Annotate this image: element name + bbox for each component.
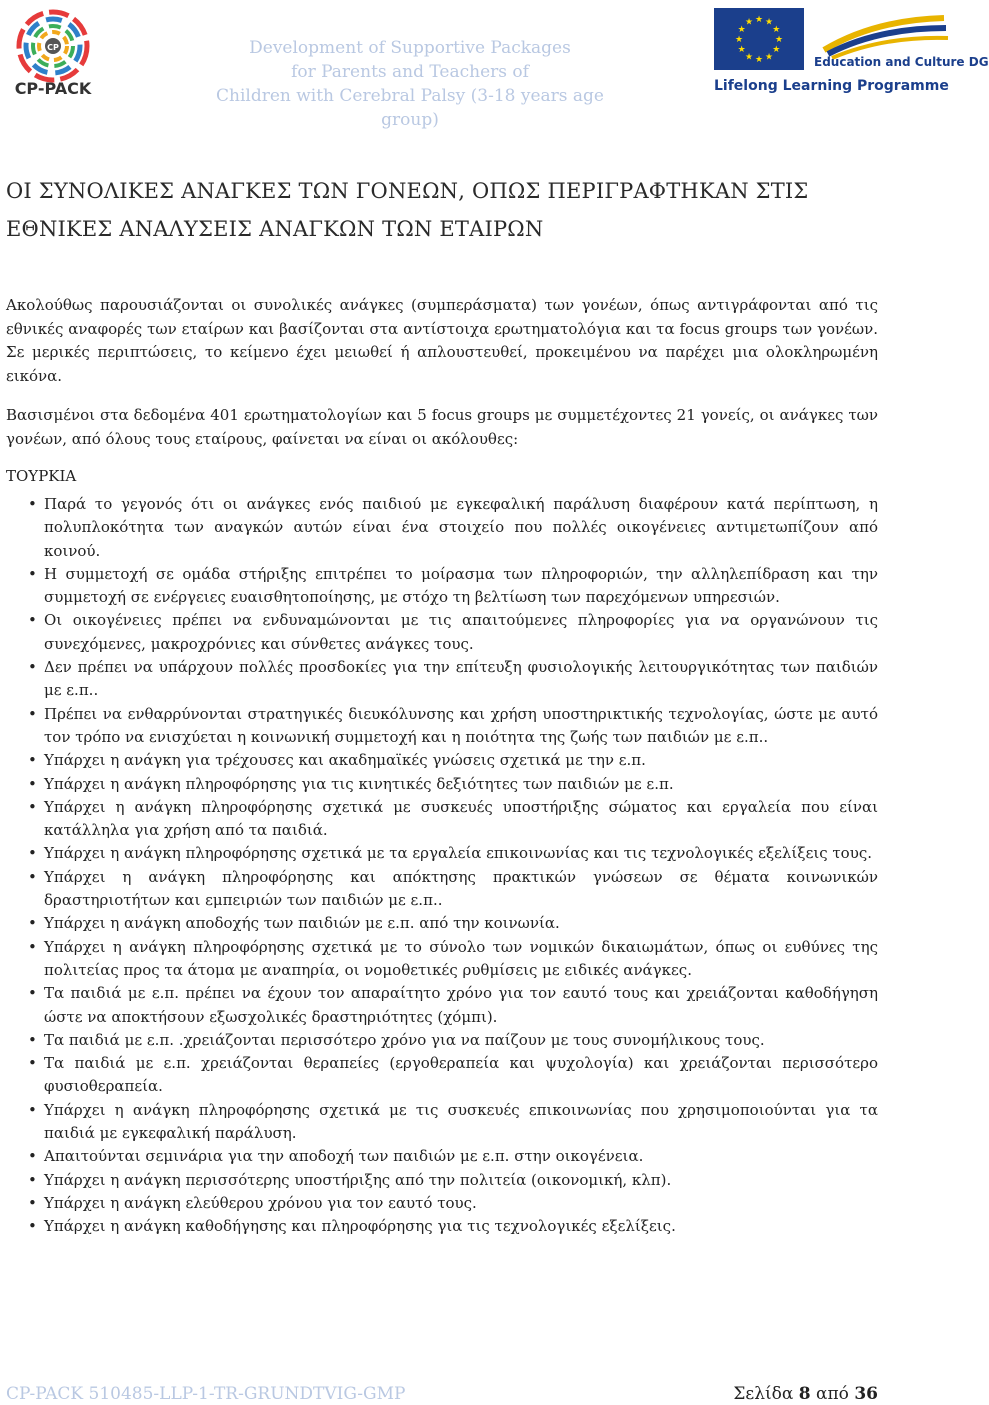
list-item: • Οι οικογένειες πρέπει να ενδυναμώνονται με τις απαιτούμενες πληροφορίες για να οργανώνουν τις συνεχόμενες, μακροχρόνιες και σύνθετες ανάγκες τους. [28,611,878,653]
eu-star-icon: ★ [737,25,746,35]
svg-text:CP: CP [47,43,59,52]
total-pages: 36 [854,1384,878,1404]
list-item: • Υπάρχει η ανάγκη καθοδήγησης και πληροφόρησης για τις τεχνολογικές εξελίξεις. [6,1215,878,1238]
list-item: • Υπάρχει η ανάγκη πληροφόρησης σχετικά με συσκευές υποστήριξης σώματος και εργαλεία που είναι κατάλληλα για χρήση από τα παιδιά. [28,797,878,840]
list-item: • Παρά το γεγονός ότι οι ανάγκες ενός παιδιού με εγκεφαλική παράλυση διαφέρουν κατά περίπτωση, η πολυπλοκότητα των αναγκών αυτών είναι ένα στοιχείο που πολλές οικογένειες αντιμετωπίζουν από κοινού. [28,495,878,560]
list-item: • Υπάρχει η ανάγκη περισσότερης υποστήριξης από την πολιτεία (οικονομική, κλπ). [6,1169,878,1192]
eu-star-icon: ★ [774,35,784,45]
project-title [200,36,620,132]
list-item: • Τα παιδιά με ε.π. χρειάζονται θεραπείες (εργοθεραπεία και ψυχολογία) και χρειάζονται περισσότερο φυσιοθεραπεία. [28,1054,878,1096]
list-item: • Πρέπει να ενθαρρύνονται στρατηγικές διευκόλυνσης και χρήση υποστηρικτικής τεχνολογίας, ώστε με αυτό τον τρόπο να ενισχύεται η κοινωνική συμμετοχή και η ποιότητα της ζωής των παιδιών με ε.π.. [28,704,878,746]
intro-paragraph: Ακολούθως παρουσιάζονται οι συνολικές ανάγκες (συμπεράσματα) των γονέων, όπως αντιγράφονται από τις εθνικές αναφορές των εταίρων και βασίζονται στα αντίστοιχα ερωτηματολόγια και τα focus groups των γονέων. Σε μερικές περιπτώσεις, το κείμενο έχει μειωθεί ή απλουστευθεί, προκειμένου να παρέχει μια ολοκληρωμένη εικόνα. [6,296,878,385]
bullet-icon: • [28,1054,37,1073]
project-title-line: for Parents and Teachers of [291,62,529,82]
project-title-line: Development of Supportive Packages [249,38,571,58]
bullet-icon: • [28,984,37,1003]
bullet-icon: • [28,751,37,770]
list-item: • Υπάρχει η ανάγκη πληροφόρησης σχετικά με τα εργαλεία επικοινωνίας και τις τεχνολογικές εξελίξεις τους. [6,842,878,865]
eu-star-icon: ★ [754,15,764,25]
bullet-icon: • [28,1170,37,1189]
title-line: ΕΘΝΙΚΕΣ ΑΝΑΛΥΣΕΙΣ ΑΝΑΓΚΩΝ ΤΩΝ ΕΤΑΙΡΩΝ [6,217,544,241]
of-word: από [816,1384,849,1404]
project-title-line: Children with Cerebral Palsy (3-18 years age group) [215,86,604,130]
country-heading: ΤΟΥΡΚΙΑ [6,467,77,485]
list-item: • Υπάρχει η ανάγκη πληροφόρησης σχετικά με το σύνολο των νομικών δικαιωμάτων, όπως οι ευθύνες της πολιτείας προς τα άτομα με αναπηρία, οι νομοθετικές ρυθμίσεις με ειδικές ανάγκες. [28,937,878,979]
eu-star-icon: ★ [744,52,754,63]
eu-logo-block [714,8,989,100]
bullet-icon: • [28,495,37,513]
list-item: • Υπάρχει η ανάγκη ελεύθερου χρόνου για τον εαυτό τους. [6,1192,878,1215]
title-line: ΟΙ ΣΥΝΟΛΙΚΕΣ ΑΝΑΓΚΕΣ ΤΩΝ ΓΟΝΕΩΝ, ΟΠΩΣ ΠΕΡΙΓΡΑΦΤΗΚΑΝ ΣΤΙΣ [6,179,809,203]
bullet-icon: • [28,1147,37,1166]
list-item: • Απαιτούνται σεμινάρια για την αποδοχή των παιδιών με ε.π. στην οικογένεια. [6,1145,878,1168]
bullet-icon: • [28,914,37,933]
bullet-icon: • [28,797,37,816]
list-item: • Υπάρχει η ανάγκη για τρέχουσες και ακαδημαϊκές γνώσεις σχετικά με την ε.π. [6,749,878,772]
document-body [6,172,878,1239]
list-item: • Υπάρχει η ανάγκη αποδοχής των παιδιών με ε.π. από την κοινωνία. [6,912,878,935]
bullet-icon: • [28,937,37,956]
bullet-icon: • [28,844,37,863]
eu-star-icon: ★ [734,35,744,45]
needs-list [6,493,878,1239]
eu-star-icon: ★ [737,45,746,55]
basis-paragraph: Βασισμένοι στα δεδομένα 401 ερωτηματολογίων και 5 focus groups με συμμετέχοντες 21 γονείς, οι ανάγκες των γονέων, από όλους τους εταίρους, φαίνεται να είναι οι ακόλουθες: [6,406,878,448]
bullet-icon: • [28,1030,37,1049]
bullet-icon: • [28,611,37,630]
bullet-icon: • [28,564,37,583]
page-number [733,1384,878,1404]
page-header [0,0,989,130]
page-word: Σελίδα [733,1384,794,1404]
list-item: • Υπάρχει η ανάγκη πληροφόρησης σχετικά με τις συσκευές επικοινωνίας που χρησιμοποιούνται για τα παιδιά με εγκεφαλική παράλυση. [28,1100,878,1143]
eu-star-icon: ★ [754,55,764,65]
bullet-icon: • [28,658,37,677]
bullet-icon: • [28,867,37,886]
list-item: • Τα παιδιά με ε.π. πρέπει να έχουν τον απαραίτητο χρόνο για τον εαυτό τους και χρειάζονται καθοδήγηση ώστε να αποκτήσουν εξωσχολικές δραστηριότητες (χόμπι). [28,984,878,1026]
list-item: • Η συμμετοχή σε ομάδα στήριξης επιτρέπει το μοίρασμα των πληροφοριών, την αλληλεπίδραση και την συμμετοχή σε ενέργειες ευαισθητοποίησης, με στόχο τη βελτίωση των παρεχόμενων υπηρεσιών. [28,564,878,607]
list-item: • Υπάρχει η ανάγκη πληροφόρησης και απόκτησης πρακτικών γνώσεων σε θέματα κοινωνικών δραστηριοτήτων και εμπειριών των παιδιών με ε.π.. [28,867,878,910]
logo-text: CP-PACK [14,79,92,98]
list-item: • Τα παιδιά με ε.π. .χρειάζονται περισσότερο χρόνο για να παίζουν με τους συνομήλικους τους. [6,1029,878,1052]
bullet-icon: • [28,1193,37,1212]
llp-label: Lifelong Learning Programme [714,78,949,94]
eu-flag-icon [714,8,804,70]
current-page: 8 [798,1384,811,1404]
bullet-icon: • [28,704,37,723]
cp-pack-logo [8,6,98,98]
page-title [6,172,878,248]
eu-star-icon: ★ [744,17,754,28]
bullet-icon: • [28,774,37,793]
bullet-icon: • [28,1100,37,1119]
eu-star-icon: ★ [772,45,781,55]
list-item: • Δεν πρέπει να υπάρχουν πολλές προσδοκίες για την επίτευξη φυσιολογικής λειτουργικότητας των παιδιών με ε.π.. [28,658,878,700]
bullet-icon: • [28,1217,37,1236]
eu-star-icon: ★ [764,17,774,28]
eu-star-icon: ★ [764,52,774,63]
footer-project-code: CP-PACK 510485-LLP-1-TR-GRUNDTVIG-GMP [6,1384,406,1404]
eu-program-label: Education and Culture DG [814,55,989,69]
list-item: • Υπάρχει η ανάγκη πληροφόρησης για τις κινητικές δεξιότητες των παιδιών με ε.π. [6,773,878,796]
eu-star-icon: ★ [772,25,781,35]
